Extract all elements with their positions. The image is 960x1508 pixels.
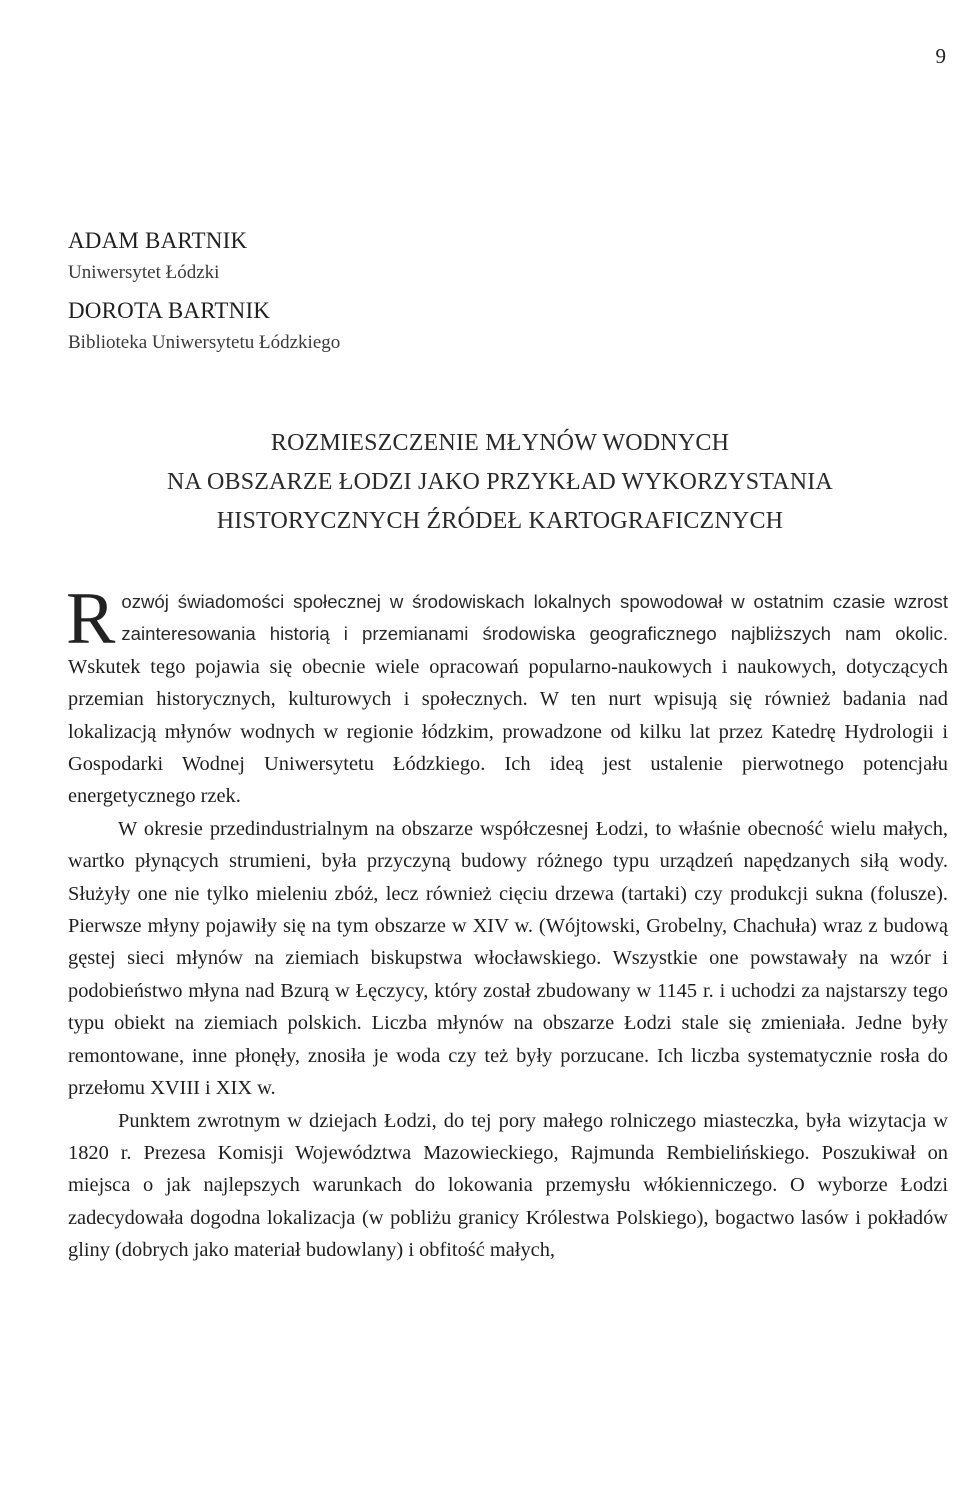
paragraph-lead-text: ozwój świadomości społecznej w środowiskach lokalnych spowodował w ostatnim czasie wzrost zainteresowania historią i przemianami środowiska geograficznego najbliższych nam okolic. — [121, 591, 948, 645]
authors-block — [68, 224, 928, 364]
article-title — [60, 424, 940, 541]
title-line: NA OBSZARZE ŁODZI JAKO PRZYKŁAD WYKORZYSTANIA — [167, 469, 833, 495]
paragraph: W okresie przedindustrialnym na obszarze współczesnej Łodzi, to właśnie obecność wielu małych, wartko płynących strumieni, była przyczyną budowy różnego typu urządzeń napędzanych siłą wody. Służyły one nie tylko mieleniu zbóż, lecz również cięciu drzewa (tartaki) czy produkcji sukna (folusze). Pierwsze młyny pojawiły się na tym obszarze w XIV w. (Wójtowski, Grobelny, Chachuła) wraz z budową gęstej sieci młynów na ziemiach biskupstwa włocławskiego. Wszystkie one powstawały na wzór i podobieństwo młyna nad Bzurą w Łęczycy, który został zbudowany w 1145 r. i uchodzi za najstarszy tego typu obiekt na ziemiach polskich. Liczba młynów na obszarze Łodzi stale się zmieniała. Jedne były remontowane, inne płonęły, znosiła je woda czy też były porzucane. Ich liczba systematycznie rosła do przełomu XVIII i XIX w. — [68, 817, 948, 1100]
paragraph: Punktem zwrotnym w dziejach Łodzi, do tej pory małego rolniczego miasteczka, była wizytacja w 1820 r. Prezesa Komisji Województwa Mazowieckiego, Rajmunda Rembielińskiego. Poszukiwał on miejsca o jak najlepszych warunkach do lokowania przemysłu włókienniczego. O wyborze Łodzi zadecydowała dogodna lokalizacja (w pobliżu granicy Królestwa Polskiego), bogactwo lasów i pokładów gliny (dobrych jako materiał budowlany) i obfitość małych, — [68, 1109, 948, 1262]
page-number: 9 — [935, 44, 946, 68]
author-name: ADAM BARTNIK — [68, 228, 248, 253]
article-body — [66, 578, 948, 1267]
author-affiliation: Biblioteka Uniwersytetu Łódzkiego — [68, 332, 341, 353]
author-name: DOROTA BARTNIK — [68, 298, 271, 323]
paragraph — [66, 578, 948, 813]
drop-cap: R — [66, 578, 116, 660]
author-affiliation: Uniwersytet Łódzki — [68, 262, 220, 283]
paragraph-text: Wskutek tego pojawia się obecnie wiele opracowań popularno-naukowych i naukowych, dotyczących przemian historycznych, kulturowych i społecznych. W ten nurt wpisują się również badania nad lokalizacją młynów wodnych w regionie łódzkim, prowadzone od kilku lat przez Katedrę Hydrologii i Gospodarki Wodnej Uniwersytetu Łódzkiego. Ich ideą jest ustalenie pierwotnego potencjału energetycznego rzek. — [68, 655, 948, 808]
title-line: ROZMIESZCZENIE MŁYNÓW WODNYCH — [270, 430, 730, 456]
title-line: HISTORYCZNYCH ŹRÓDEŁ KARTOGRAFICZNYCH — [216, 508, 784, 534]
